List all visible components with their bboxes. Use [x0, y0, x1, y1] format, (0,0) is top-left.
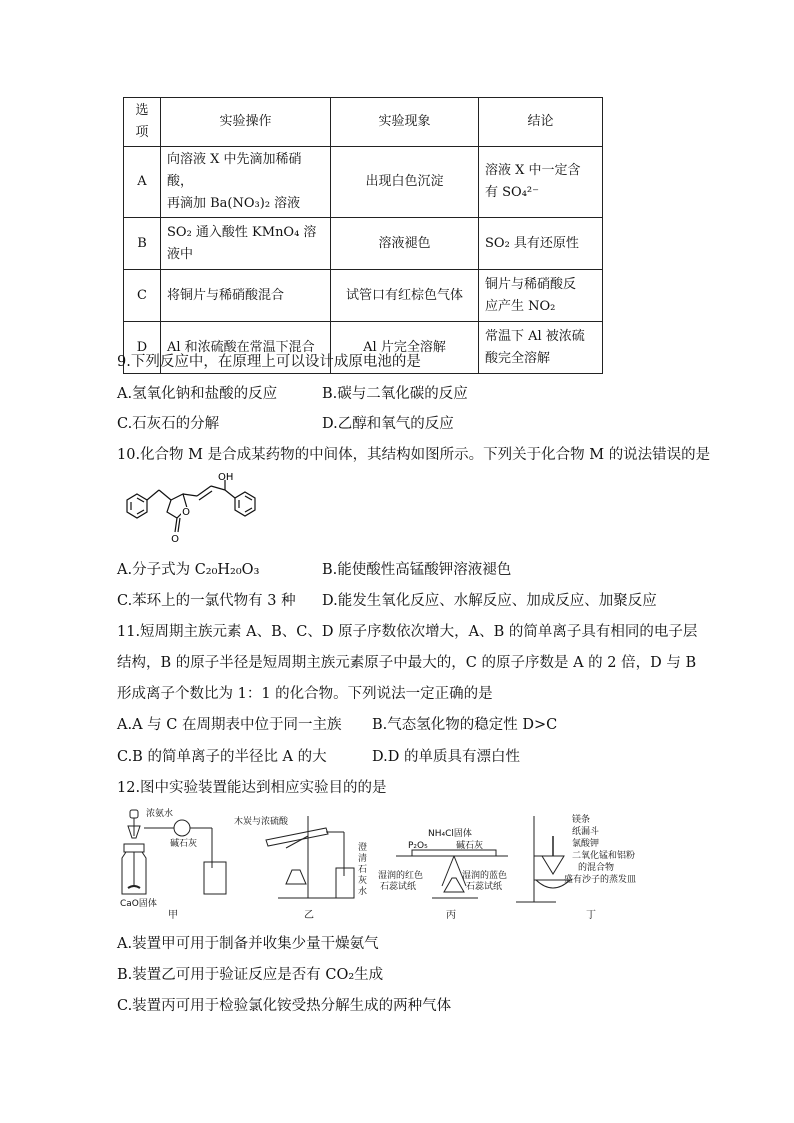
row-option: A — [124, 147, 161, 218]
yi-label: 乙 — [304, 910, 314, 921]
row-operation: 将铜片与稀硝酸混合 — [161, 270, 331, 322]
q11-option-b: B.气态氢化物的稳定性 D>C — [372, 717, 558, 733]
hydroxyl-label: OH — [218, 472, 234, 483]
yi-limewater-char: 澄 — [358, 843, 368, 853]
conclusion-line: 溶液 X 中一定含 — [485, 163, 581, 178]
conclusion-line: 应产生 NO₂ — [485, 298, 556, 314]
row-conclusion: SO₂ 具有还原性 — [479, 218, 603, 270]
compound-m-structure — [115, 470, 275, 552]
bing-red-paper-label: 湿润的红色 — [378, 871, 424, 881]
q10-option-c: C.苯环上的一氯代物有 3 种 — [117, 593, 296, 609]
header-option: 选项 — [124, 98, 161, 147]
bing-red-paper-label: 石蕊试纸 — [380, 882, 417, 892]
operation-line: 再滴加 Ba(NO₃)₂ 溶液 — [167, 196, 301, 211]
q9-option-a: A.氢氧化钠和盐酸的反应 — [117, 386, 278, 402]
q10-option-b: B.能使酸性高锰酸钾溶液褪色 — [322, 562, 512, 578]
ding-mixture-label: 二氧化锰和铝粉 — [572, 851, 636, 861]
row-phenomenon: 出现白色沉淀 — [331, 147, 479, 218]
experiment-table — [123, 97, 603, 374]
bing-sodalime-label: 碱石灰 — [456, 841, 484, 851]
table-header-row — [124, 98, 603, 147]
conclusion-line: 铜片与稀硝酸反 — [485, 276, 577, 292]
q11-option-d: D.D 的单质具有漂白性 — [372, 749, 520, 765]
ding-funnel-label: 纸漏斗 — [572, 827, 600, 837]
q11-stem-line3: 形成离子个数比为 1：1 的化合物。下列说法一定正确的是 — [117, 686, 493, 702]
row-conclusion — [479, 270, 603, 322]
q12-option-c: C.装置丙可用于检验氯化铵受热分解生成的两种气体 — [117, 998, 452, 1014]
yi-limewater-char: 灰 — [358, 876, 368, 886]
row-option: D — [124, 322, 161, 374]
yi-limewater-char: 清 — [358, 854, 368, 864]
q9-option-c: C.石灰石的分解 — [117, 416, 220, 432]
bing-blue-paper-label: 湿润的蓝色 — [462, 871, 508, 881]
yi-reagent-label: 木炭与浓硫酸 — [234, 817, 289, 827]
table-row — [124, 147, 603, 218]
row-conclusion — [479, 322, 603, 374]
jia-sodalime-label: 碱石灰 — [170, 839, 198, 849]
ding-label: 丁 — [586, 910, 596, 921]
ding-mixture-label: 的混合物 — [578, 863, 615, 873]
bing-label: 丙 — [446, 910, 456, 921]
bing-nh4cl-label: NH₄Cl固体 — [428, 829, 472, 839]
q11-stem-line2: 结构，B 的原子半径是短周期主族元素原子中最大的，C 的原子序数是 A 的 2 倍，D 与 B — [117, 655, 697, 671]
table-row — [124, 270, 603, 322]
ring-oxygen-label: O — [182, 507, 190, 518]
row-option: C — [124, 270, 161, 322]
q11-stem-line1: 11.短周期主族元素 A、B、C、D 原子序数依次增大，A、B 的简单离子具有相同的电子层 — [117, 624, 698, 640]
jia-label: 甲 — [168, 910, 178, 921]
conclusion-line: 有 SO₄²⁻ — [485, 185, 539, 200]
q10-stem: 10.化合物 M 是合成某药物的中间体，其结构如图所示。下列关于化合物 M 的说法错误的是 — [117, 447, 711, 463]
row-phenomenon: Al 片完全溶解 — [331, 322, 479, 374]
row-conclusion — [479, 147, 603, 218]
ding-dish-label: 盛有沙子的蒸发皿 — [564, 875, 637, 885]
apparatus-figure — [116, 806, 646, 924]
row-phenomenon: 溶液褪色 — [331, 218, 479, 270]
row-operation: Al 和浓硫酸在常温下混合 — [161, 322, 331, 374]
q10-option-d: D.能发生氧化反应、水解反应、加成反应、加聚反应 — [322, 593, 657, 609]
ding-kclo3-label: 氯酸钾 — [572, 839, 600, 849]
q12-stem: 12.图中实验装置能达到相应实验目的的是 — [117, 780, 387, 796]
q11-option-a: A.A 与 C 在周期表中位于同一主族 — [117, 717, 342, 733]
conclusion-line: 常温下 Al 被浓硫 — [485, 328, 585, 344]
table-row — [124, 218, 603, 270]
q10-option-a: A.分子式为 C₂₀H₂₀O₃ — [117, 562, 260, 578]
header-conclusion: 结论 — [479, 98, 603, 147]
q12-option-a: A.装置甲可用于制备并收集少量干燥氨气 — [117, 936, 379, 952]
q12-option-b: B.装置乙可用于验证反应是否有 CO₂生成 — [117, 967, 384, 983]
row-option: B — [124, 218, 161, 270]
q9-stem: 9.下列反应中，在原理上可以设计成原电池的是 — [117, 354, 421, 370]
q11-option-c: C.B 的简单离子的半径比 A 的大 — [117, 749, 327, 765]
jia-cao-label: CaO固体 — [120, 899, 157, 909]
yi-limewater-char: 水 — [358, 887, 368, 897]
row-operation — [161, 147, 331, 218]
ding-mg-label: 镁条 — [572, 815, 591, 825]
row-operation: SO₂ 通入酸性 KMnO₄ 溶液中 — [161, 218, 331, 270]
bing-p2o5-label: P₂O₅ — [408, 841, 428, 851]
conclusion-line: 酸完全溶解 — [485, 350, 551, 366]
header-operation: 实验操作 — [161, 98, 331, 147]
q9-option-b: B.碳与二氧化碳的反应 — [322, 386, 468, 402]
jia-ammonia-label: 浓氨水 — [146, 809, 174, 819]
header-phenomenon: 实验现象 — [331, 98, 479, 147]
bing-blue-paper-label: 石蕊试纸 — [466, 882, 503, 892]
row-phenomenon: 试管口有红棕色气体 — [331, 270, 479, 322]
operation-line: 向溶液 X 中先滴加稀硝酸， — [167, 152, 302, 189]
carbonyl-oxygen-label: O — [171, 534, 179, 545]
q9-option-d: D.乙醇和氧气的反应 — [322, 416, 454, 432]
yi-limewater-char: 石 — [358, 865, 368, 875]
